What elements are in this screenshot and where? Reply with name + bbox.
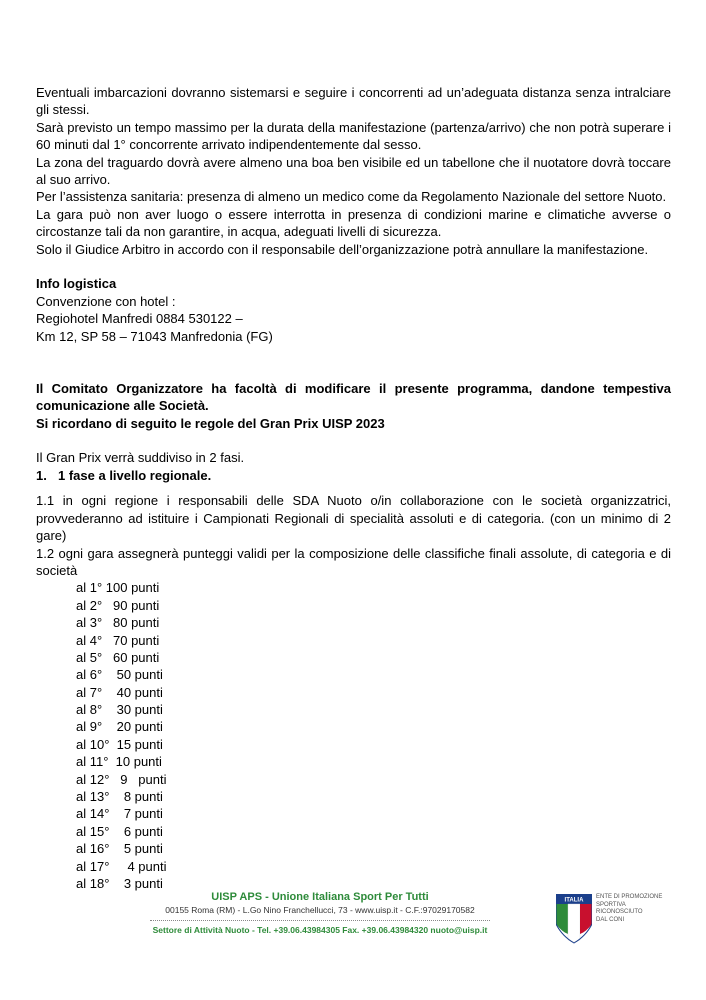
italia-shield-icon: [556, 894, 592, 944]
points-item: al 16° 5 punti: [76, 841, 163, 857]
footer-divider: [150, 920, 490, 921]
rules-intro: Si ricordano di seguito le regole del Gran Prix UISP 2023: [36, 415, 385, 431]
points-item: al 13° 8 punti: [76, 789, 163, 805]
badge-caption-line: DAL CONI: [596, 916, 625, 923]
points-item: al 4° 70 punti: [76, 632, 160, 648]
rule-1-1: 1.1 in ogni regione i responsabili delle SDA Nuoto o/in collaborazione con le società organizzatrici, provvederanno ad istituire i Campionati Regionali di specialità assoluti e di categoria. (con un minimo di 2 gare): [36, 493, 671, 544]
phases-line: Il Gran Prix verrà suddiviso in 2 fasi.: [36, 450, 245, 466]
points-item: al 18° 3 punti: [76, 875, 163, 891]
points-item: al 11° 10 punti: [76, 754, 162, 770]
paragraph-referee: Solo il Giudice Arbitro in accordo con il responsabile dell’organizzazione potrà annullare la manifestazione.: [36, 241, 649, 257]
points-item: al 14° 7 punti: [76, 806, 163, 822]
points-item: al 17° 4 punti: [76, 858, 167, 874]
logistics-heading: Info logistica: [36, 276, 117, 292]
footer-org-name: UISP APS - Unione Italiana Sport Per Tutti: [211, 891, 429, 903]
footer-address: 00155 Roma (RM) - L.Go Nino Franchellucci, 73 - www.uisp.it - C.F.:97029170582: [165, 905, 475, 915]
document-body: [36, 84, 671, 892]
rule-1-2: 1.2 ogni gara assegnerà punteggi validi per la composizione delle classifiche finali assolute, di categoria e di società: [36, 545, 671, 578]
paragraph-medical: Per l’assistenza sanitaria: presenza di almeno un medico come da Regolamento Nazionale del settore Nuoto.: [36, 189, 667, 205]
footer-contact: Settore di Attività Nuoto - Tel. +39.06.43984305 Fax. +39.06.43984320 nuoto@uisp.it: [152, 925, 488, 935]
points-item: al 2° 90 punti: [76, 597, 160, 613]
paragraph-time-limit: Sarà previsto un tempo massimo per la durata della manifestazione (partenza/arrivo) che non potrà superare i 60 minuti dal 1° concorrente arrivato indipendentemente dal sesso.: [36, 119, 671, 153]
points-item: al 5° 60 punti: [76, 649, 160, 665]
points-item: al 8° 30 punti: [76, 702, 163, 718]
badge-caption-line: RICONOSCIUTO: [596, 909, 643, 915]
paragraph-finish-zone: La zona del traguardo dovrà avere almeno una boa ben visibile ed un tabellone che il nuotatore dovrà toccare al suo arrivo.: [36, 154, 671, 188]
points-list: [76, 579, 671, 892]
badge-label: ITALIA: [564, 897, 584, 904]
points-item: al 6° 50 punti: [76, 667, 163, 683]
logistics-line: Regiohotel Manfredi 0884 530122 –: [36, 311, 243, 327]
logistics-line: Km 12, SP 58 – 71043 Manfredonia (FG): [36, 328, 273, 344]
badge-caption-line: SPORTIVA: [596, 901, 626, 908]
badge-caption: [596, 894, 676, 924]
points-item: al 9° 20 punti: [76, 719, 163, 735]
phase-number: 1.: [36, 467, 47, 483]
paragraph-weather: La gara può non aver luogo o essere interrotta in presenza di condizioni marine e climatiche avverse o circostanze tali da non garantire, in acqua, adeguati livelli di sicurezza.: [36, 206, 671, 240]
phase-title: 1 fase a livello regionale.: [58, 467, 212, 483]
points-item: al 10° 15 punti: [76, 736, 163, 752]
badge-caption-line: ENTE DI PROMOZIONE: [596, 894, 663, 900]
committee-notice: Il Comitato Organizzatore ha facoltà di modificare il presente programma, dandone tempestiva comunicazione alle Società.: [36, 380, 671, 414]
paragraph-boats: Eventuali imbarcazioni dovranno sistemarsi e seguire i concorrenti ad un’adeguata distanza senza intralciare gli stessi.: [36, 85, 671, 118]
page-footer: [0, 890, 706, 1000]
footer-info: [140, 890, 500, 936]
points-item: al 7° 40 punti: [76, 684, 163, 700]
phase-heading: [36, 467, 671, 484]
points-item: al 1° 100 punti: [76, 580, 160, 596]
points-item: al 3° 80 punti: [76, 615, 160, 631]
points-item: al 15° 6 punti: [76, 823, 163, 839]
logistics-line: Convenzione con hotel :: [36, 293, 176, 309]
points-item: al 12° 9 punti: [76, 771, 167, 787]
